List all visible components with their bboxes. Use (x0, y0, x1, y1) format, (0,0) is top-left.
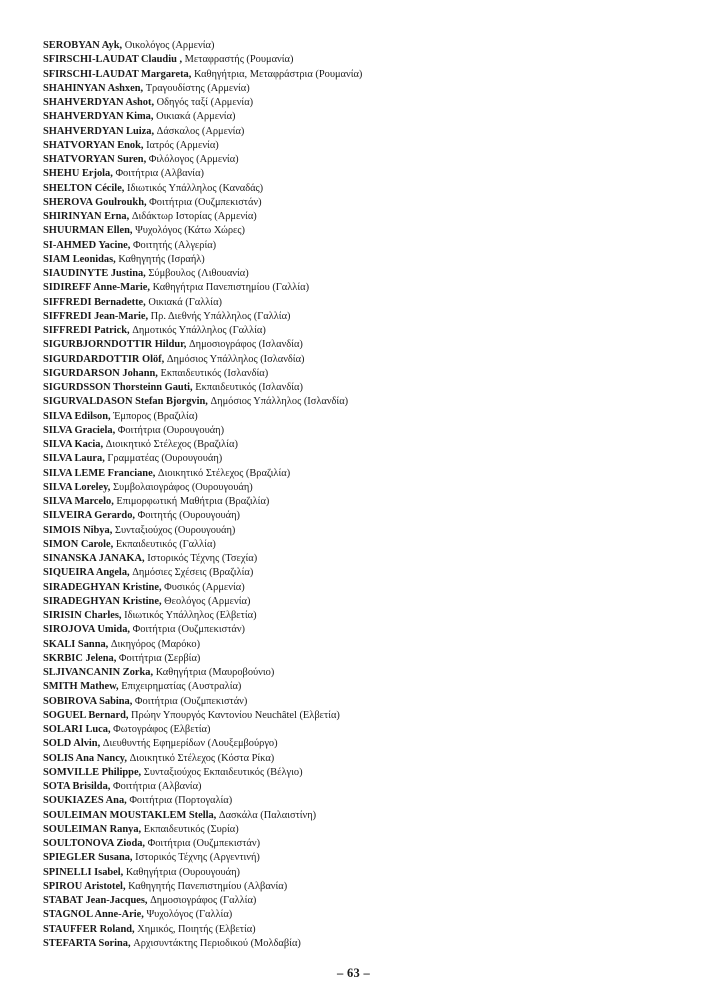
list-item (43, 68, 683, 82)
list-item (43, 481, 683, 495)
person-details: Δασκάλα (Παλαιστίνη) (216, 809, 317, 821)
person-name: SHEHU Erjola, (43, 168, 113, 180)
person-name: SOMVILLE Philippe, (43, 766, 142, 778)
person-details: Φοιτήτρια (Σερβία) (116, 652, 201, 664)
person-name: SOTA Brisilda, (43, 781, 111, 792)
list-item (43, 82, 683, 96)
person-name: SHAHVERDYAN Luiza, (43, 125, 155, 137)
list-item (43, 395, 683, 409)
list-item (43, 381, 683, 395)
person-name: SIDIREFF Anne-Marie, (43, 282, 150, 294)
person-name: SKALI Sanna, (43, 638, 109, 650)
list-item (43, 353, 683, 367)
person-details: Εκπαιδευτικός (Ισλανδία) (157, 367, 269, 379)
list-item (43, 581, 683, 595)
list-item (43, 452, 683, 466)
person-details: Φοιτήτρια (Αλβανία) (110, 781, 202, 792)
list-item (43, 310, 683, 324)
person-details: Εκπαιδευτικός (Συρία) (141, 823, 239, 835)
person-name: SOLARI Luca, (43, 724, 111, 735)
list-item (43, 880, 683, 894)
list-item (43, 680, 683, 694)
person-name: SIMON Carole, (43, 538, 114, 550)
person-details: Πρ. Διεθνής Υπάλληλος (Γαλλία) (148, 310, 291, 322)
person-details: Γραμματέας (Ουρουγουάη) (104, 453, 223, 465)
person-name: SHAHINYAN Ashxen, (43, 82, 144, 94)
list-item (43, 652, 683, 666)
person-details: Φοιτήτρια (Ουζμπεκιστάν) (145, 838, 261, 849)
person-name: SIGURVALDASON Stefan Bjorgvin, (43, 396, 208, 408)
person-name: SHEROVA Goulroukh, (43, 196, 147, 208)
person-details: Καθηγήτρια (Ουρουγουάη) (123, 866, 240, 878)
list-item (43, 153, 683, 167)
list-item (43, 809, 683, 823)
person-name: SILVA Graciela, (43, 424, 116, 436)
person-details: Δημόσιος Υπάλληλος (Ισλανδία) (207, 396, 349, 408)
list-item (43, 666, 683, 680)
list-item (43, 324, 683, 338)
list-item (43, 823, 683, 837)
person-details: Διοικητικό Στέλεχος (Κόστα Ρίκα) (127, 752, 275, 764)
person-name: SHUURMAN Ellen, (43, 225, 133, 237)
person-name: STAUFFER Roland, (43, 923, 135, 935)
person-name: SIRISIN Charles, (43, 610, 122, 621)
person-name: SIAUDINYTE Justina, (43, 268, 146, 279)
person-name: SIROJOVA Umida, (43, 624, 130, 636)
list-item (43, 595, 683, 609)
person-name: SILVA Kacia, (43, 439, 104, 450)
person-details: Σύμβουλος (Λιθουανία) (145, 268, 249, 279)
list-item (43, 923, 683, 937)
list-item (43, 338, 683, 352)
person-details: Οικιακά (Γαλλία) (145, 296, 222, 308)
list-item (43, 253, 683, 267)
person-details: Καθηγήτρια (Μαυροβούνιο) (153, 667, 275, 678)
person-name: SEROBYAN Ayk, (43, 40, 123, 51)
person-details: Μεταφραστής (Ρουμανία) (182, 54, 294, 66)
person-name: SHATVORYAN Enok, (43, 139, 144, 151)
person-details: Αρχισυντάκτης Περιοδικού (Μολδαβία) (130, 937, 301, 949)
list-item (43, 837, 683, 851)
person-details: Χημικός, Ποιητής (Ελβετία) (134, 923, 256, 935)
person-details: Διοικητικό Στέλεχος (Βραζιλία) (155, 467, 291, 479)
person-details: Συνταξιούχος Εκπαιδευτικός (Βέλγιο) (141, 766, 303, 778)
person-details: Φοιτήτρια (Ουζμπεκιστάν) (132, 695, 248, 707)
participant-list (43, 39, 683, 951)
person-details: Ιδιωτικός Υπάλληλος (Καναδάς) (124, 182, 264, 194)
list-item (43, 139, 683, 153)
list-item (43, 766, 683, 780)
person-details: Διδάκτωρ Ιστορίας (Αρμενία) (129, 211, 257, 222)
list-item (43, 695, 683, 709)
list-item (43, 894, 683, 908)
person-details: Φοιτήτρια (Ουζμπεκιστάν) (146, 196, 262, 208)
person-name: SFIRSCHI-LAUDAT Margareta, (43, 68, 192, 80)
person-details: Δημόσιος Υπάλληλος (Ισλανδία) (164, 353, 305, 365)
person-details: Πρώην Υπουργός Καντονίου Neuchâtel (Ελβετία) (128, 709, 340, 721)
person-name: SILVA Edilson, (43, 410, 111, 422)
person-details: Θεολόγος (Αρμενία) (161, 595, 251, 607)
person-name: SOULEIMAN MOUSTAKLEM Stella, (43, 809, 217, 821)
person-name: SINANSKA JANAKA, (43, 553, 145, 564)
list-item (43, 110, 683, 124)
list-item (43, 182, 683, 196)
list-item (43, 908, 683, 922)
person-name: SIRADEGHYAN Kristine, (43, 595, 162, 607)
person-details: Φοιτήτρια (Ουρουγουάη) (115, 424, 225, 436)
person-name: SIQUEIRA Angela, (43, 567, 130, 579)
person-details: Φοιτητής (Ουρουγουάη) (135, 510, 241, 522)
person-details: Καθηγητής Πανεπιστημίου (Αλβανία) (125, 880, 288, 892)
list-item (43, 495, 683, 509)
person-details: Επιμορφωτική Μαθήτρια (Βραζιλία) (113, 496, 270, 507)
person-details: Φοιτήτρια (Ουζμπεκιστάν) (130, 624, 245, 636)
person-details: Διευθυντής Εφημερίδων (Λουξεμβούργο) (100, 738, 278, 750)
person-details: Ψυχολόγος (Κάτω Χώρες) (132, 225, 245, 237)
person-name: SILVA Marcelo, (43, 496, 114, 507)
list-item (43, 438, 683, 452)
person-details: Δικηγόρος (Μαρόκο) (108, 638, 201, 650)
person-details: Φοιτητής (Αλγερία) (130, 239, 217, 251)
list-item (43, 937, 683, 951)
person-details: Καθηγητής (Ισραήλ) (115, 253, 205, 265)
list-item (43, 851, 683, 865)
person-details: Ιατρός (Αρμενία) (143, 139, 219, 151)
person-details: Οδηγός ταξί (Αρμενία) (154, 97, 254, 108)
person-name: SOBIROVA Sabina, (43, 695, 133, 707)
list-item (43, 752, 683, 766)
list-item (43, 623, 683, 637)
list-item (43, 794, 683, 808)
person-details: Ιστορικός Τέχνης (Τσεχία) (144, 553, 258, 564)
person-name: SIFFREDI Jean-Marie, (43, 310, 149, 322)
person-details: Ψυχολόγος (Γαλλία) (143, 909, 233, 921)
list-item (43, 709, 683, 723)
list-item (43, 524, 683, 538)
person-name: SPIEGLER Susana, (43, 852, 133, 864)
list-item (43, 723, 683, 737)
person-details: Ιστορικός Τέχνης (Αργεντινή) (132, 852, 260, 864)
list-item (43, 552, 683, 566)
person-name: SOUKIAZES Ana, (43, 795, 127, 807)
list-item (43, 167, 683, 181)
list-item (43, 638, 683, 652)
list-item (43, 737, 683, 751)
person-name: SPINELLI Isabel, (43, 866, 124, 878)
person-name: SIGURBJORNDOTTIR Hildur, (43, 339, 187, 351)
person-name: SIGURDARSON Johann, (43, 367, 158, 379)
list-item (43, 780, 683, 794)
person-name: STAGNOL Anne-Arie, (43, 909, 144, 921)
person-name: SHATVORYAN Suren, (43, 154, 147, 165)
person-details: Δημοσιογράφος (Γαλλία) (147, 895, 257, 906)
person-name: SOLIS Ana Nancy, (43, 752, 128, 764)
list-item (43, 53, 683, 67)
person-details: Διοικητικό Στέλεχος (Βραζιλία) (103, 439, 238, 450)
person-details: Δημοτικός Υπάλληλος (Γαλλία) (129, 325, 266, 336)
person-name: SIAM Leonidas, (43, 253, 116, 265)
list-item (43, 239, 683, 253)
list-item (43, 467, 683, 481)
list-item (43, 267, 683, 281)
person-details: Επιχειρηματίας (Αυστραλία) (118, 681, 242, 693)
person-name: SHELTON Cécile, (43, 182, 125, 194)
person-name: SOLD Alvin, (43, 738, 101, 750)
list-item (43, 509, 683, 523)
person-name: SIGURDSSON Thorsteinn Gauti, (43, 382, 193, 393)
list-item (43, 96, 683, 110)
person-details: Καθηγήτρια, Μεταφράστρια (Ρουμανία) (191, 68, 363, 80)
list-item (43, 410, 683, 424)
list-item (43, 296, 683, 310)
person-name: SLJIVANCANIN Zorka, (43, 667, 154, 678)
person-details: Δημοσιογράφος (Ισλανδία) (186, 339, 303, 351)
list-item (43, 125, 683, 139)
person-details: Έμπορος (Βραζιλία) (110, 410, 198, 422)
person-name: SHAHVERDYAN Ashot, (43, 97, 155, 108)
person-name: STABAT Jean-Jacques, (43, 895, 148, 906)
person-details: Φιλόλογος (Αρμενία) (146, 154, 239, 165)
person-name: SILVEIRA Gerardo, (43, 510, 135, 522)
person-details: Δάσκαλος (Αρμενία) (154, 125, 245, 137)
page-number: – 63 – (336, 966, 371, 980)
person-details: Δημόσιες Σχέσεις (Βραζιλία) (129, 567, 254, 579)
person-name: SPIROU Aristotel, (43, 880, 126, 892)
person-name: SIFFREDI Bernadette, (43, 296, 146, 308)
person-details: Φωτογράφος (Ελβετία) (110, 724, 211, 735)
person-details: Τραγουδίστης (Αρμενία) (143, 82, 250, 94)
person-details: Εκπαιδευτικός (Ισλανδία) (192, 382, 303, 393)
person-details: Οικολόγος (Αρμενία) (122, 40, 215, 51)
list-item (43, 224, 683, 238)
person-name: SILVA LEME Franciane, (43, 467, 156, 479)
person-name: SOULEIMAN Ranya, (43, 823, 142, 835)
person-details: Συμβολαιογράφος (Ουρουγουάη) (110, 481, 253, 493)
list-item (43, 210, 683, 224)
list-item (43, 424, 683, 438)
person-name: SOULTONOVA Zioda, (43, 838, 146, 849)
person-name: SKRBIC Jelena, (43, 652, 117, 664)
person-name: SIGURDARDOTTIR Olöf, (43, 353, 165, 365)
person-name: SILVA Laura, (43, 453, 105, 465)
list-item (43, 196, 683, 210)
person-details: Ιδιωτικός Υπάλληλος (Ελβετία) (121, 610, 257, 621)
list-item (43, 39, 683, 53)
list-item (43, 609, 683, 623)
person-details: Φοιτήτρια (Αλβανία) (112, 168, 204, 180)
list-item (43, 566, 683, 580)
list-item (43, 538, 683, 552)
list-item (43, 866, 683, 880)
person-name: SIFFREDI Patrick, (43, 325, 130, 336)
person-details: Φυσικός (Αρμενία) (161, 581, 245, 593)
list-item (43, 367, 683, 381)
person-name: SILVA Loreley, (43, 481, 111, 493)
person-name: SOGUEL Bernard, (43, 709, 129, 721)
person-name: SIRADEGHYAN Kristine, (43, 581, 162, 593)
person-name: SMITH Mathew, (43, 681, 119, 693)
person-details: Καθηγήτρια Πανεπιστημίου (Γαλλία) (149, 282, 310, 294)
person-name: SFIRSCHI-LAUDAT Claudiu , (43, 54, 183, 66)
person-name: SHAHVERDYAN Kima, (43, 111, 154, 123)
person-name: SI-AHMED Yacine, (43, 239, 131, 251)
person-name: SHIRINYAN Erna, (43, 211, 130, 222)
list-item (43, 281, 683, 295)
person-details: Εκπαιδευτικός (Γαλλία) (113, 538, 216, 550)
person-details: Συνταξιούχος (Ουρουγουάη) (112, 524, 236, 536)
person-name: SIMOIS Nibya, (43, 524, 113, 536)
person-details: Φοιτήτρια (Πορτογαλία) (126, 795, 233, 807)
person-name: STEFARTA Sorina, (43, 937, 131, 949)
person-details: Οικιακά (Αρμενία) (153, 111, 236, 123)
